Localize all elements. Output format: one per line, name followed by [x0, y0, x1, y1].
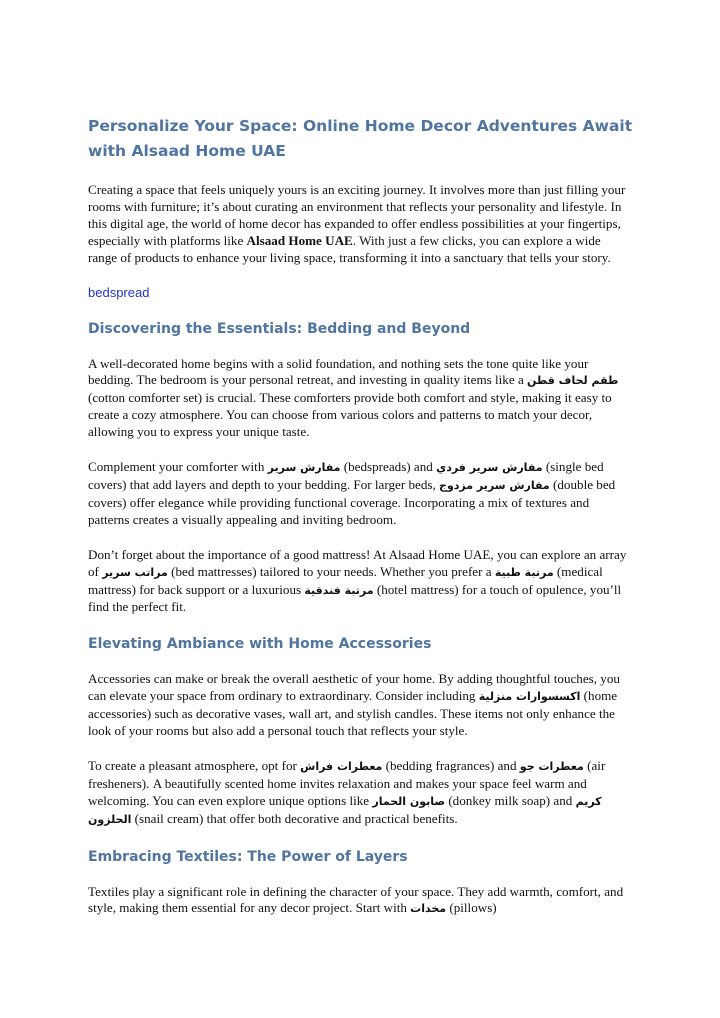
intro-text: Creating a space that feels uniquely yours is an exciting journey. It involves more than just filling your rooms with furniture; it’s about curating an environment that reflects your personality and lifestyle. In this digital age, the world of home decor has expanded to offer endless possibilities at your fingertips, especially with platforms like [88, 182, 626, 248]
paragraph-text: (bedding fragrances) and [382, 757, 520, 773]
paragraph-text: Complement your comforter with [88, 459, 268, 475]
paragraph-text: A well-decorated home begins with a solid foundation, and nothing sets the tone quite like your bedding. The bedroom is your personal retreat, and investing in quality items like a [88, 355, 589, 388]
paragraph-text: (double bed covers) offer elegance while providing functional coverage. Incorporating a mix of textures and patterns creates a visually appealing and inviting bedroom. [88, 476, 616, 527]
paragraph-text: (air fresheners). A beautifully scented home invites relaxation and makes your space feel warm and welcoming. You can even explore unique options like [88, 757, 606, 808]
paragraph-text: Accessories can make or break the overall aesthetic of your home. By adding thoughtful touches, you can elevate your space from ordinary to extraordinary. Consider including [88, 671, 620, 704]
bedspread-link[interactable]: bedspread [88, 284, 150, 300]
paragraph-text: (snail cream) that offer both decorative and practical benefits. [131, 810, 458, 826]
arabic-term-bed-mattresses: مراتب سرير [102, 565, 168, 579]
paragraph-text: (medical mattress) for back support or a luxurious [88, 563, 603, 597]
arabic-term-bedding-fragrances: معطرات فراش [300, 759, 383, 773]
comforter-paragraph [88, 459, 633, 529]
arabic-term-single-bed-covers: مفارش سرير فردي [436, 461, 543, 475]
paragraph-text: To create a pleasant atmosphere, opt for [88, 757, 301, 773]
accessories-paragraph [88, 671, 633, 740]
paragraph-text: (pillows) [446, 900, 497, 916]
atmosphere-paragraph [88, 758, 633, 829]
paragraph-text: Textiles play a significant role in defining the character of your space. They add warmth, comfort, and style, making them essential for any decor project. Start with [88, 883, 624, 916]
article-body [88, 114, 633, 936]
textiles-paragraph [88, 884, 633, 919]
arabic-term-medical-mattress: مرتبة طبية [494, 565, 554, 579]
paragraph-text: Don’t forget about the importance of a good mattress! At Alsaad Home UAE, you can explore an array of [88, 546, 627, 579]
brand-name: Alsaad Home UAE [246, 232, 353, 248]
paragraph-text: (cotton comforter set) is crucial. These comforters provide both comfort and style, making it easy to create a cozy atmosphere. You can choose from various colors and patterns to match your decor, allowing you to express your unique taste. [88, 390, 612, 440]
arabic-term-double-bed-covers: مفارش سرير مزدوج [439, 478, 550, 492]
paragraph-text: (bed mattresses) tailored to your needs. Whether you prefer a [167, 563, 495, 579]
paragraph-text: (bedspreads) and [340, 459, 437, 475]
arabic-term-pillows: مخدات [410, 902, 447, 916]
arabic-term-donkey-milk-soap: صابون الحمار [372, 794, 446, 808]
arabic-term-comforter-set: طقم لحاف قطن [527, 374, 619, 388]
arabic-term-air-fresheners: معطرات جو [519, 759, 584, 773]
paragraph-text: (donkey milk soap) and [445, 792, 576, 808]
heading-textiles: Embracing Textiles: The Power of Layers [88, 848, 408, 865]
paragraph-text: (home accessories) such as decorative vases, wall art, and stylish candles. These items not only enhance the look of your rooms but also add a personal touch that reflects your style. [88, 688, 618, 739]
mattress-paragraph [88, 547, 633, 617]
paragraph-text: (single bed covers) that add layers and depth to your bedding. For larger beds, [88, 459, 604, 492]
intro-text-end: . With just a few clicks, you can explore a wide range of products to enhance your living space, transforming it into a sanctuary that tells your story. [88, 232, 611, 265]
intro-paragraph [88, 182, 633, 267]
arabic-term-bedspreads: مفارش سرير [267, 461, 341, 475]
bedding-paragraph [88, 356, 633, 442]
heading-ambiance: Elevating Ambiance with Home Accessories [88, 636, 432, 653]
heading-essentials: Discovering the Essentials: Bedding and Beyond [88, 320, 471, 337]
arabic-term-home-accessories: اكسسوارات منزلية [478, 690, 581, 704]
paragraph-text: (hotel mattress) for a touch of opulence, you’ll find the perfect fit. [88, 581, 622, 615]
arabic-term-snail-cream: كريم الحلزون [88, 794, 602, 826]
article-title: Personalize Your Space: Online Home Decor Adventures Await with Alsaad Home UAE [88, 117, 633, 160]
arabic-term-hotel-mattress: مرتبة فندقية [304, 583, 374, 597]
